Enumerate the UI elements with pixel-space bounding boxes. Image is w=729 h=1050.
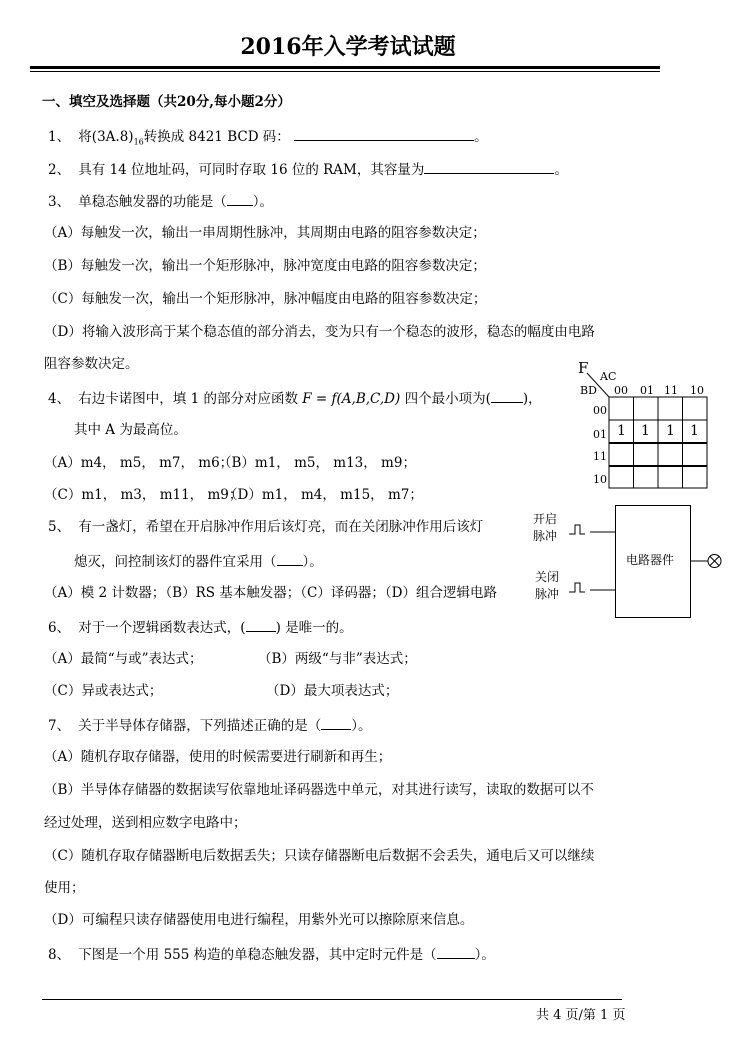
page-number: 共 4 页/第 1 页 — [536, 1008, 626, 1023]
page-title: 2016年入学考试试题 — [240, 34, 456, 60]
kmap-cell-one: 1 — [617, 423, 626, 439]
kmap-row-label: 00 — [593, 404, 607, 417]
answer-blank[interactable] — [437, 944, 475, 959]
on-pulse-label: 脉冲 — [533, 529, 558, 543]
kmap-row-label: 01 — [593, 428, 607, 441]
option: （C）m1， m3， m11， m9； — [44, 487, 243, 503]
kmap-cell-one: 1 — [690, 423, 699, 439]
q8-end: ）。 — [474, 947, 495, 963]
kmap-cell-one: 1 — [666, 423, 675, 439]
option: （B）m1， m5， m13， m9； — [218, 455, 416, 471]
q5-line2 — [74, 551, 323, 571]
circuit-device-label: 电路器件 — [626, 553, 675, 567]
option: （C）异或表达式； — [44, 683, 163, 699]
option: （A）随机存取存储器，使用的时候需要进行刷新和再生； — [44, 749, 392, 765]
q4-function: F = f(A,B,C,D) — [302, 391, 401, 407]
q1-end: 。 — [474, 129, 488, 145]
option: （D）最大项表达式； — [266, 683, 399, 699]
question-number: 7、 — [48, 718, 71, 734]
q5-end: ）。 — [302, 554, 323, 570]
option: （C）每触发一次，输出一个矩形脉冲，脉冲幅度由电路的阻容参数决定； — [44, 291, 487, 307]
q4-line2: 其中 A 为最高位。 — [74, 422, 187, 438]
option: （D）将输入波形高于某个稳态值的部分消去，变为只有一个稳态的波形，稳态的幅度由电路 — [44, 324, 595, 340]
option: （A）最简“与或”表达式； — [44, 651, 203, 667]
option: （D）可编程只读存储器使用电进行编程，用紫外光可以擦除原来信息。 — [44, 912, 474, 928]
kmap-row-label: 11 — [593, 450, 607, 463]
kmap-col-label: 00 — [614, 384, 628, 397]
question-number: 6、 — [48, 620, 71, 636]
off-pulse-label: 关闭 — [535, 570, 560, 584]
answer-blank[interactable] — [246, 617, 276, 632]
footer-rule — [42, 999, 622, 1000]
q8-text: 下图是一个用 555 构造的单稳态触发器，其中定时元件是（ — [78, 947, 437, 963]
question-8 — [48, 944, 495, 964]
section-heading: 一、填空及选择题（共20分,每小题2分） — [42, 94, 291, 110]
off-pulse-label: 脉冲 — [535, 587, 560, 601]
option: （A）每触发一次，输出一串周期性脉冲，其周期由电路的阻容参数决定； — [44, 225, 486, 241]
option: （C）随机存取存储器断电后数据丢失；只读存储器断电后数据不会丢失，通电后又可以继续 — [44, 848, 595, 864]
q1-subscript: 16 — [133, 137, 144, 147]
q5-text: 熄灭，问控制该灯的器件宜采用（ — [74, 554, 277, 570]
question-number: 2、 — [48, 162, 71, 178]
kmap-col-label: 01 — [640, 384, 654, 397]
q2-text: 具有 14 位地址码，可同时存取 16 位的 RAM，其容量为 — [78, 162, 425, 178]
q6-text: 对于一个逻辑函数表达式，( — [78, 620, 246, 636]
answer-blank[interactable] — [277, 551, 303, 566]
question-5 — [48, 518, 483, 536]
question-number: 4、 — [48, 391, 71, 407]
q5-text: 有一盏灯，希望在开启脉冲作用后该灯亮，而在关闭脉冲作用后该灯 — [78, 519, 484, 535]
q3-end: ）。 — [252, 194, 274, 210]
q6-end: ) 是唯一的。 — [275, 620, 353, 636]
option: （A）m4， m5， m7， m6； — [44, 455, 234, 471]
q7-end: ）。 — [351, 718, 372, 734]
q1-text: 将(3A.8) — [78, 129, 134, 145]
option: （B）两级“与非”表达式； — [258, 651, 417, 667]
q1-text-post: 转换成 8421 BCD 码： — [143, 129, 290, 145]
q4-text: 右边卡诺图中，填 1 的部分对应函数 — [78, 391, 298, 407]
question-6 — [48, 617, 353, 637]
kmap-col-label: 10 — [690, 384, 704, 397]
question-7 — [48, 715, 372, 735]
q2-end: 。 — [554, 162, 568, 178]
option: （B）每触发一次，输出一个矩形脉冲，脉冲宽度由电路的阻容参数决定； — [44, 258, 486, 274]
question-number: 3、 — [48, 194, 71, 210]
option: （A）模 2 计数器；（B）RS 基本触发器；（C）译码器；（D）组合逻辑电路 — [44, 585, 497, 601]
q4-text-post: 四个最小项为( — [404, 391, 491, 407]
on-pulse-label: 开启 — [533, 512, 558, 526]
q7-text: 关于半导体存储器，下列描述正确的是（ — [78, 718, 322, 734]
option: （B）半导体存储器的数据读写依靠地址译码器选中单元，对其进行读写，读取的数据可以不 — [44, 782, 594, 798]
option-continued: 使用； — [44, 880, 85, 896]
kmap-bd-label: BD — [580, 384, 597, 397]
q4-end: )， — [522, 391, 542, 407]
option-continued: 经过处理，送到相应数字电路中； — [44, 815, 247, 831]
option: （D）m1， m4， m15， m7； — [224, 487, 423, 503]
kmap-col-label: 11 — [664, 384, 678, 397]
question-number: 8、 — [48, 947, 71, 963]
option-continued: 阻容参数决定。 — [44, 356, 139, 372]
q3-text: 单稳态触发器的功能是（ — [78, 194, 227, 210]
question-number: 1、 — [48, 129, 71, 145]
kmap-cell-one: 1 — [641, 423, 650, 439]
kmap-row-label: 10 — [593, 473, 607, 486]
kmap-f-label: F — [578, 359, 589, 377]
kmap-ac-label: AC — [600, 370, 617, 383]
question-number: 5、 — [48, 519, 71, 535]
answer-blank[interactable] — [321, 715, 351, 730]
